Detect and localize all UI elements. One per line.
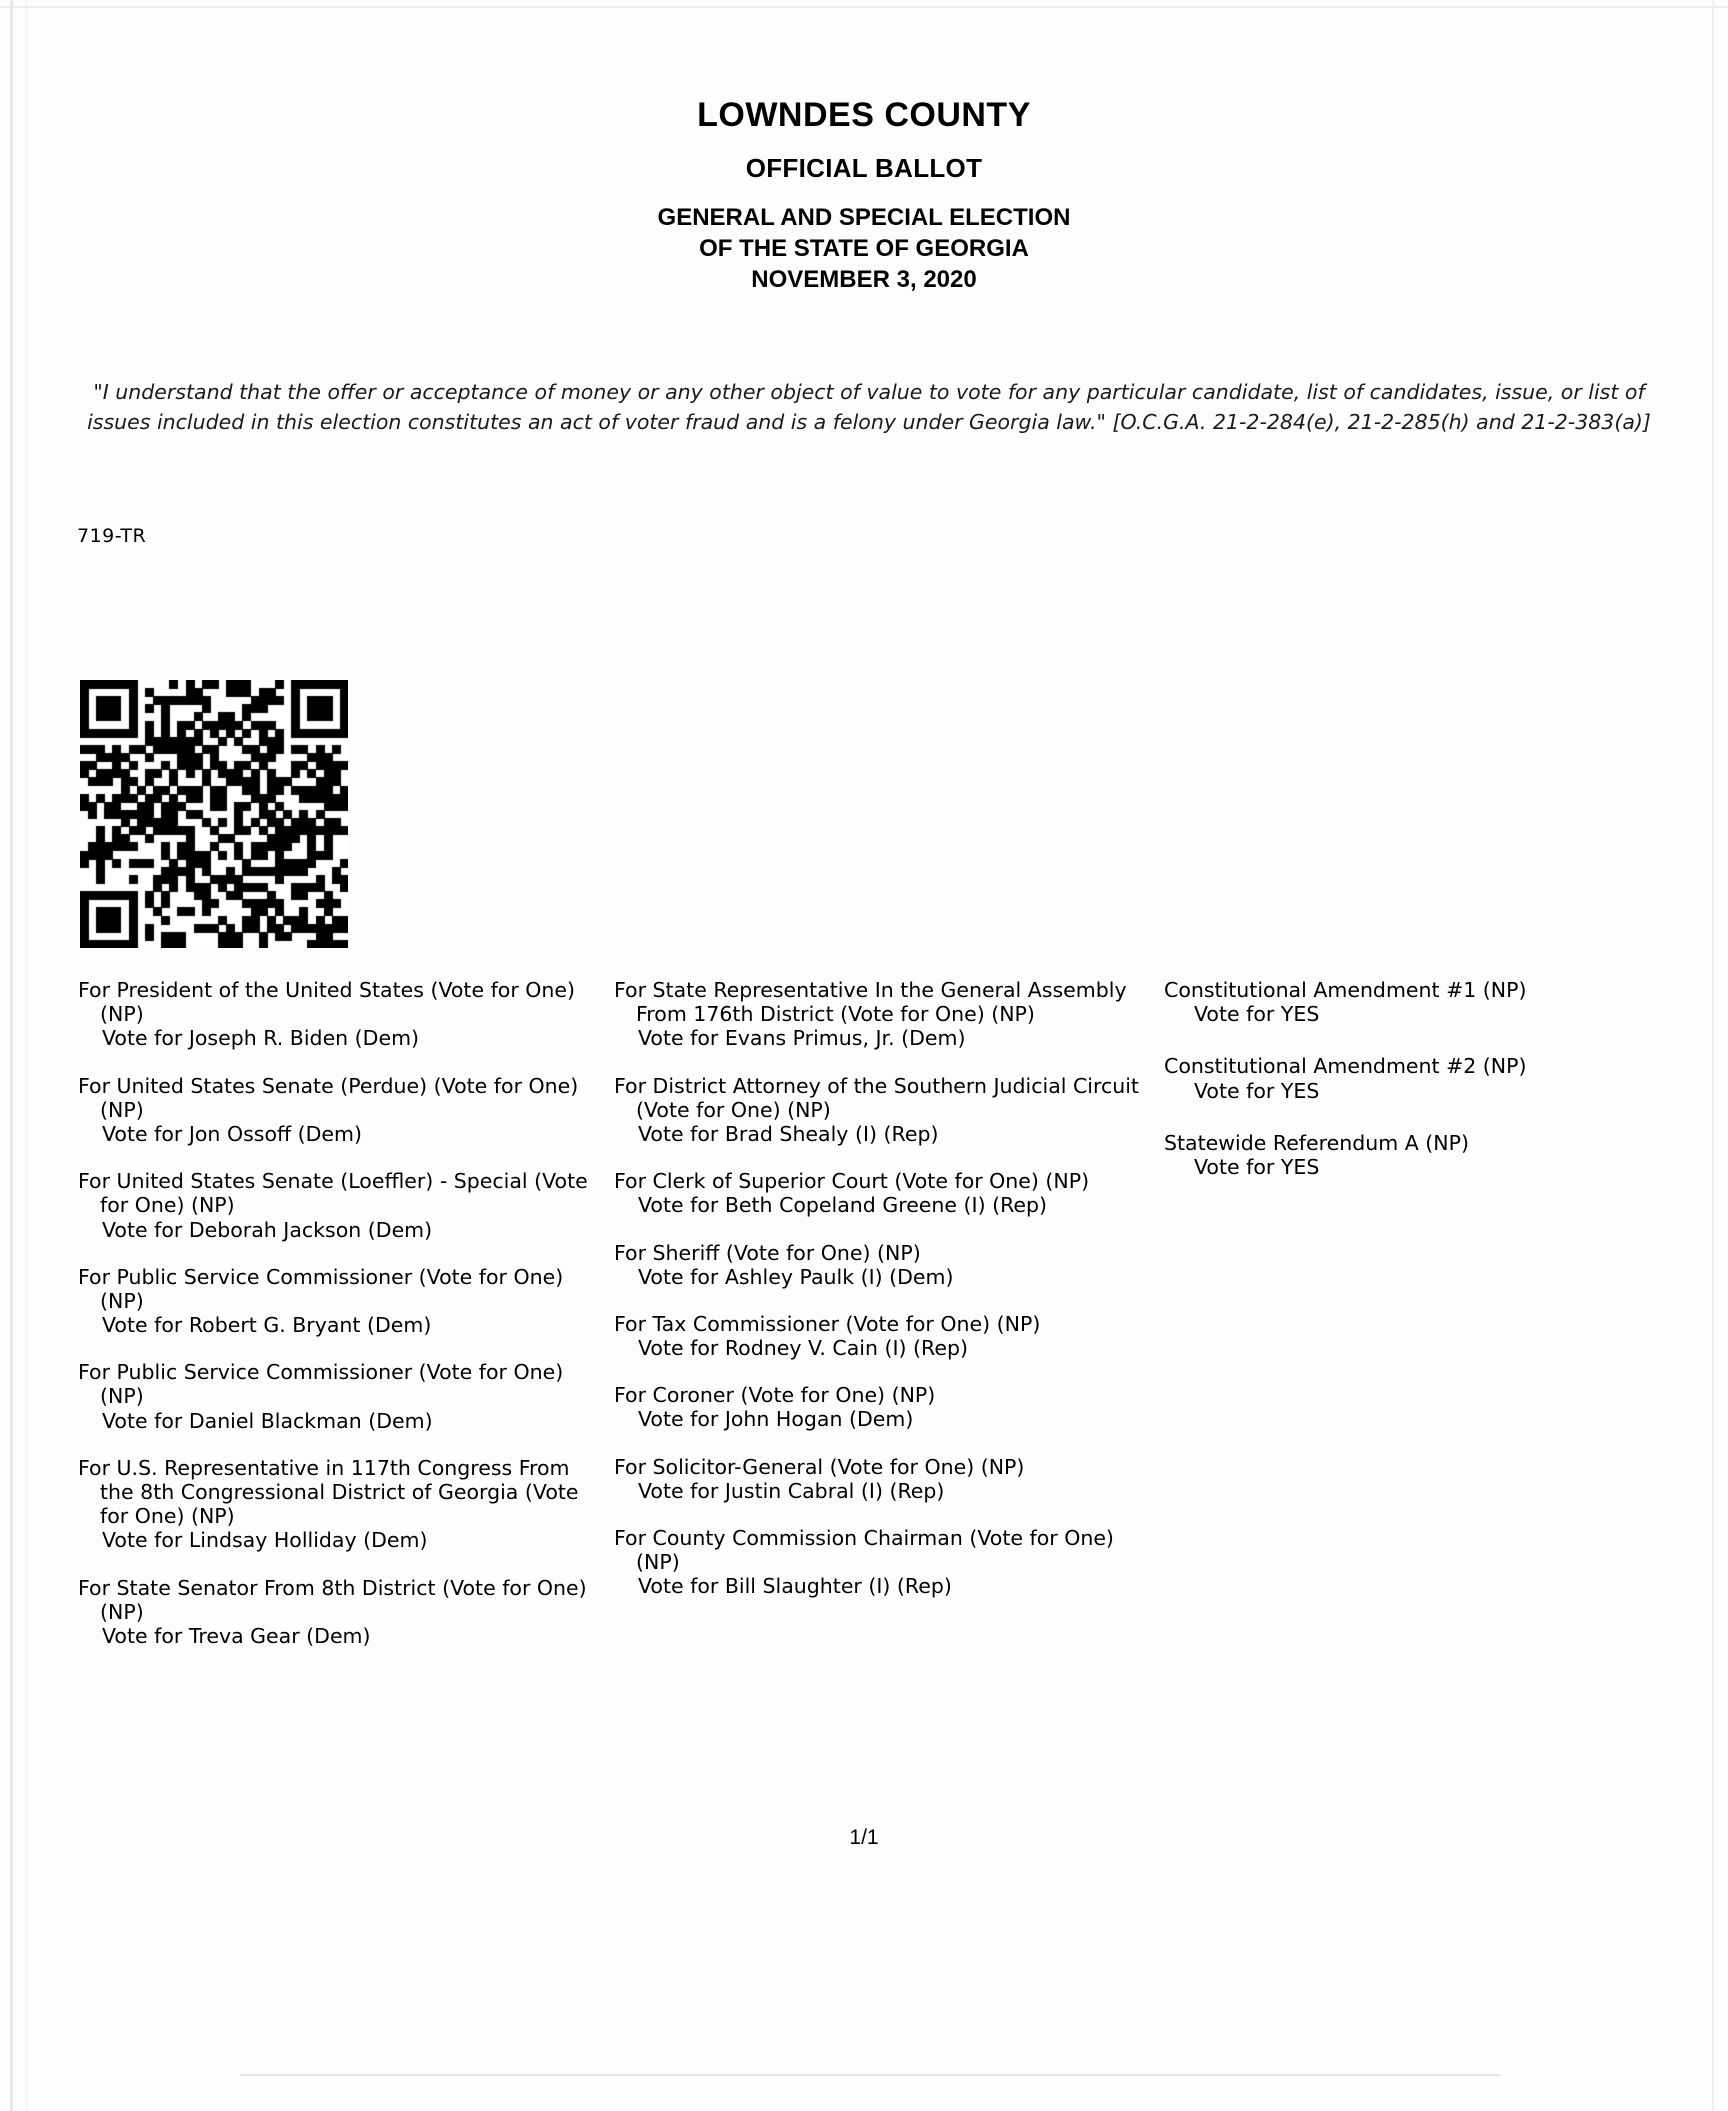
ballot-qr-code	[80, 680, 348, 948]
contest-item	[1164, 978, 1664, 1026]
contest-title: For Sheriff (Vote for One) (NP)	[614, 1240, 921, 1265]
contest-title: For District Attorney of the Southern Judicial Circuit (Vote for One) (NP)	[614, 1073, 1139, 1122]
contest-choice: Vote for Treva Gear (Dem)	[102, 1623, 371, 1648]
election-title	[0, 202, 1728, 296]
election-title-line2: OF THE STATE OF GEORGIA	[699, 235, 1029, 263]
scan-edge-left	[10, 0, 13, 2111]
contest-choice: Vote for Evans Primus, Jr. (Dem)	[638, 1026, 966, 1051]
contest-title: For Solicitor-General (Vote for One) (NP)	[614, 1454, 1025, 1479]
contest-item	[614, 1241, 1149, 1289]
contest-choice: Vote for Joseph R. Biden (Dem)	[102, 1026, 420, 1051]
contest-item	[78, 1360, 608, 1433]
contest-title: For County Commission Chairman (Vote for One) (NP)	[614, 1526, 1114, 1575]
contest-choice: Vote for Rodney V. Cain (I) (Rep)	[638, 1336, 968, 1361]
official-ballot-title: OFFICIAL BALLOT	[745, 153, 983, 183]
contest-item	[78, 1456, 608, 1553]
contest-title: For President of the United States (Vote for One) (NP)	[78, 978, 576, 1027]
contest-item	[614, 978, 1149, 1051]
contest-column-3	[1164, 978, 1664, 1207]
contest-item	[614, 1312, 1149, 1360]
election-title-line1: GENERAL AND SPECIAL ELECTION	[657, 204, 1071, 231]
contest-title: Statewide Referendum A (NP)	[1164, 1130, 1469, 1155]
contest-title: Constitutional Amendment #2 (NP)	[1164, 1054, 1527, 1079]
contest-choice: Vote for Brad Shealy (I) (Rep)	[638, 1121, 939, 1146]
contest-title: For United States Senate (Perdue) (Vote for One) (NP)	[78, 1073, 579, 1122]
contest-choice: Vote for YES	[1194, 1154, 1320, 1179]
page-number: 1/1	[849, 1826, 879, 1849]
contest-item	[614, 1526, 1149, 1599]
contest-title: For Public Service Commissioner (Vote for One) (NP)	[78, 1360, 564, 1409]
contest-title: For Public Service Commissioner (Vote for One) (NP)	[78, 1264, 564, 1313]
contest-title: For State Representative In the General Assembly From 176th District (Vote for One) (NP)	[614, 978, 1127, 1027]
county-title: LOWNDES COUNTY	[697, 96, 1031, 134]
contest-choice: Vote for Ashley Paulk (I) (Dem)	[638, 1264, 954, 1289]
contest-title: For Coroner (Vote for One) (NP)	[614, 1383, 936, 1408]
contest-choice: Vote for Daniel Blackman (Dem)	[102, 1408, 433, 1433]
voter-fraud-oath-text: "I understand that the offer or acceptance of money or any other object of value to vote for any particular candidate, list of candidates, issue, or list of issues included in this election constitutes an act of voter fraud and is a felony under Georgia law." [O.C.G.A. 21-2-284(e), 21-2-285(h) and 21-2-383(a)]	[87, 380, 1651, 434]
contest-item	[1164, 1054, 1664, 1102]
contest-title: For U.S. Representative in 117th Congress From the 8th Congressional District of Georgia (Vote for One) (NP)	[78, 1455, 579, 1529]
ballot-header	[0, 96, 1728, 296]
contest-choice: Vote for Robert G. Bryant (Dem)	[102, 1313, 432, 1338]
contest-title: For Tax Commissioner (Vote for One) (NP)	[614, 1311, 1041, 1336]
contest-choice: Vote for Lindsay Holliday (Dem)	[102, 1528, 428, 1553]
contest-item	[78, 1169, 608, 1242]
election-date: NOVEMBER 3, 2020	[751, 266, 977, 294]
contest-title: For State Senator From 8th District (Vote for One) (NP)	[78, 1575, 587, 1624]
contest-column-1	[78, 978, 608, 1671]
contest-title: For United States Senate (Loeffler) - Special (Vote for One) (NP)	[78, 1169, 588, 1218]
scan-edge-left-secondary	[26, 0, 27, 2111]
contest-item	[1164, 1131, 1664, 1179]
contest-item	[614, 1455, 1149, 1503]
contest-choice: Vote for YES	[1194, 1078, 1320, 1103]
contest-choice: Vote for YES	[1194, 1002, 1320, 1027]
contest-choice: Vote for Justin Cabral (I) (Rep)	[638, 1478, 945, 1503]
contest-item	[78, 1576, 608, 1649]
scan-edge-bottom	[240, 2074, 1500, 2076]
contest-choice: Vote for Deborah Jackson (Dem)	[102, 1217, 433, 1242]
contest-choice: Vote for Beth Copeland Greene (I) (Rep)	[638, 1193, 1048, 1218]
contest-columns	[74, 978, 1674, 1778]
contest-title: For Clerk of Superior Court (Vote for One) (NP)	[614, 1169, 1090, 1194]
contest-item	[78, 978, 608, 1051]
contest-item	[78, 1074, 608, 1147]
contest-choice: Vote for Bill Slaughter (I) (Rep)	[638, 1574, 952, 1599]
contest-item	[78, 1265, 608, 1338]
scan-edge-right	[1712, 0, 1714, 2111]
contest-item	[614, 1169, 1149, 1217]
scan-edge-top	[0, 6, 1728, 8]
contest-choice: Vote for John Hogan (Dem)	[638, 1407, 914, 1432]
ballot-style-code: 719-TR	[77, 525, 147, 547]
contest-column-2	[614, 978, 1149, 1622]
contest-item	[614, 1074, 1149, 1147]
contest-title: Constitutional Amendment #1 (NP)	[1164, 978, 1527, 1002]
contest-item	[614, 1383, 1149, 1431]
contest-choice: Vote for Jon Ossoff (Dem)	[102, 1121, 362, 1146]
